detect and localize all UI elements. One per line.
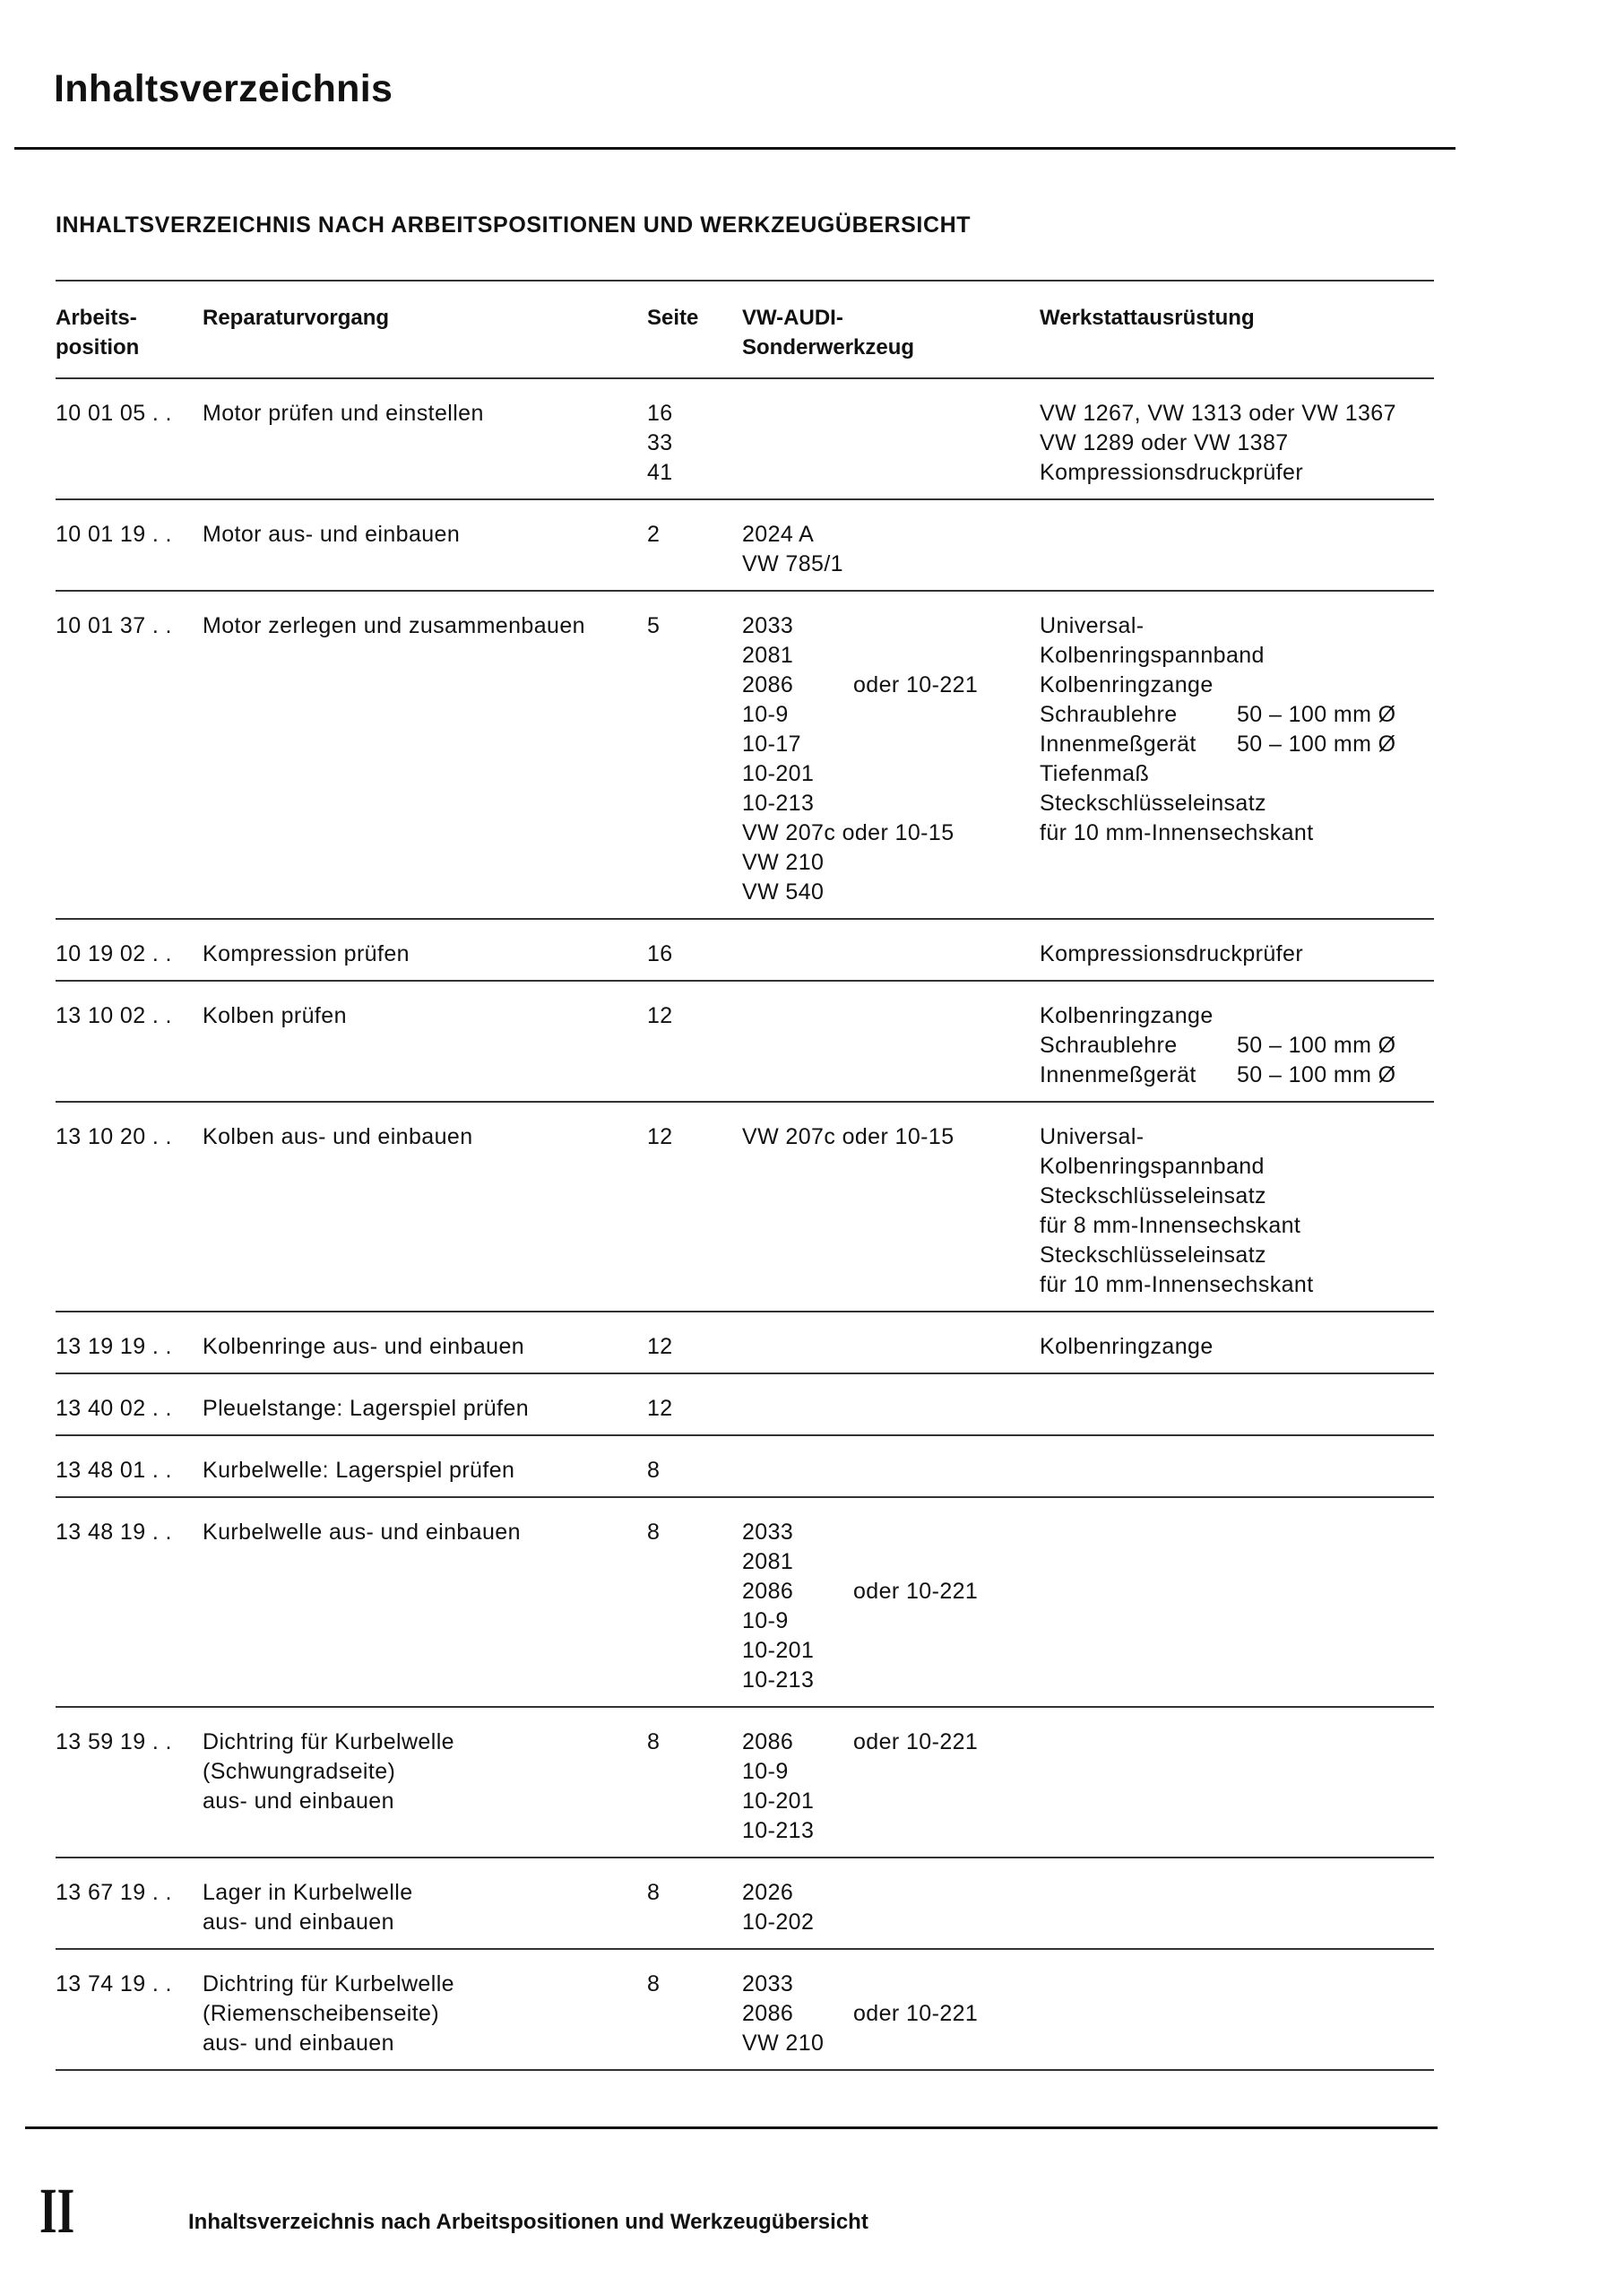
equipment-line	[1040, 759, 1434, 789]
equipment-item: Schraublehre	[1040, 702, 1178, 727]
equipment-item: Kolbenringzange	[1040, 1003, 1214, 1028]
equipment-line	[1040, 641, 1434, 671]
page-ref: 2	[647, 522, 661, 547]
equipment-line	[1040, 1152, 1434, 1182]
special-tool-line	[742, 1970, 1047, 1999]
special-tool: 2081	[742, 643, 794, 668]
equipment-cell	[1040, 399, 1434, 488]
page-ref: 12	[647, 1396, 673, 1421]
special-tool: 2033	[742, 613, 794, 638]
special-tool-line	[742, 1878, 1047, 1908]
repair-line: (Schwungradseite)	[203, 1759, 396, 1784]
table-row	[56, 920, 1434, 982]
equipment-range: 50 – 100 mm Ø	[1237, 1062, 1396, 1087]
equipment-item: Innenmeßgerät	[1040, 732, 1196, 757]
special-tool: 2033	[742, 1971, 794, 1996]
equipment-item: Steckschlüsseleinsatz	[1040, 1243, 1266, 1268]
special-tool: 2033	[742, 1520, 794, 1545]
special-tool-line	[742, 759, 1047, 789]
repair-cell	[203, 1970, 687, 2058]
page-number: II	[39, 2175, 75, 2247]
equipment-line	[1040, 1001, 1434, 1031]
special-tool-line	[742, 1757, 1047, 1787]
repair-line: aus- und einbauen	[203, 2031, 394, 2056]
special-tool-line	[742, 1518, 1047, 1547]
equipment-line	[1040, 1332, 1434, 1362]
special-tool: 10-9	[742, 1608, 789, 1633]
header-divider	[14, 147, 1456, 150]
page-ref: 12	[647, 1003, 673, 1028]
work-position-cell	[56, 520, 199, 550]
work-position: 13 48 19 . .	[56, 1520, 172, 1545]
equipment-item: für 10 mm-Innensechskant	[1040, 1272, 1314, 1297]
special-tool-cell	[742, 1728, 1047, 1846]
page-cell	[647, 1001, 728, 1031]
work-position: 13 40 02 . .	[56, 1396, 172, 1421]
special-tool: 2024 A	[742, 522, 815, 547]
equipment-line	[1040, 1241, 1434, 1270]
repair-cell	[203, 1518, 687, 1547]
special-tool-cell	[742, 1970, 1047, 2058]
special-tool-cell	[742, 1122, 1047, 1152]
equipment-item: für 8 mm-Innensechskant	[1040, 1213, 1301, 1238]
work-position-cell	[56, 1518, 199, 1547]
repair-line: Kompression prüfen	[203, 941, 410, 966]
work-position-cell	[56, 1332, 199, 1362]
special-tool: VW 785/1	[742, 551, 843, 576]
equipment-item: VW 1267, VW 1313 oder VW 1367	[1040, 401, 1396, 426]
page-cell	[647, 1878, 728, 1908]
page-ref: 41	[647, 460, 673, 485]
special-tool-line	[742, 1728, 1047, 1757]
page-cell	[647, 1394, 728, 1424]
special-tool: 10-201	[742, 1788, 815, 1814]
equipment-line	[1040, 399, 1434, 429]
page-cell	[647, 611, 728, 641]
repair-line: aus- und einbauen	[203, 1788, 394, 1814]
equipment-line	[1040, 671, 1434, 700]
equipment-line	[1040, 730, 1434, 759]
page-title: Inhaltsverzeichnis	[54, 67, 393, 110]
work-position: 13 10 20 . .	[56, 1124, 172, 1149]
header-tool-line: Sonderwerkzeug	[742, 335, 915, 359]
equipment-line	[1040, 940, 1434, 969]
special-tool-line	[742, 1577, 1047, 1606]
repair-line: Dichtring für Kurbelwelle	[203, 1729, 454, 1754]
table-row	[56, 1858, 1434, 1950]
header-position-line: Arbeits-	[56, 306, 137, 330]
repair-cell	[203, 1728, 687, 1816]
work-position-cell	[56, 1001, 199, 1031]
page-ref: 12	[647, 1124, 673, 1149]
equipment-range: 50 – 100 mm Ø	[1237, 1033, 1396, 1058]
equipment-line	[1040, 700, 1434, 730]
equipment-cell	[1040, 1332, 1434, 1362]
equipment-line	[1040, 1031, 1434, 1061]
special-tool: 2081	[742, 1549, 794, 1574]
page-ref: 33	[647, 430, 673, 455]
work-position-cell	[56, 611, 199, 641]
special-tool-line	[742, 1787, 1047, 1816]
equipment-cell	[1040, 611, 1434, 848]
repair-line: Motor zerlegen und zusammenbauen	[203, 613, 585, 638]
special-tool: 2026	[742, 1880, 794, 1905]
special-tool: 10-9	[742, 702, 789, 727]
special-tool-line	[742, 1999, 1047, 2029]
special-tool: VW 210	[742, 850, 825, 875]
header-special-tool	[742, 303, 1047, 362]
special-tool-line	[742, 550, 1047, 579]
page-ref: 8	[647, 1729, 661, 1754]
equipment-item: Steckschlüsseleinsatz	[1040, 1183, 1266, 1208]
table-row	[56, 982, 1434, 1103]
special-tool: VW 540	[742, 879, 825, 905]
equipment-item: Schraublehre	[1040, 1033, 1178, 1058]
page-cell	[647, 1518, 728, 1547]
page-cell	[647, 940, 728, 969]
equipment-line	[1040, 1211, 1434, 1241]
special-tool-line	[742, 1547, 1047, 1577]
header-position	[56, 303, 199, 362]
table-row	[56, 1103, 1434, 1312]
repair-line: Kolbenringe aus- und einbauen	[203, 1334, 525, 1359]
table-header-row	[56, 280, 1434, 379]
special-tool-line	[742, 848, 1047, 878]
page-cell	[647, 1332, 728, 1362]
page-cell	[647, 399, 728, 488]
special-tool-line	[742, 671, 1047, 700]
repair-cell	[203, 1456, 687, 1485]
table-row	[56, 500, 1434, 592]
equipment-item: Universal-	[1040, 613, 1145, 638]
special-tool-line	[742, 1666, 1047, 1695]
equipment-line	[1040, 818, 1434, 848]
equipment-range: 50 – 100 mm Ø	[1237, 732, 1396, 757]
repair-line: (Riemenscheibenseite)	[203, 2001, 440, 2026]
header-page-label: Seite	[647, 306, 699, 330]
special-tool-line	[742, 1816, 1047, 1846]
equipment-range: 50 – 100 mm Ø	[1237, 702, 1396, 727]
work-position: 13 74 19 . .	[56, 1971, 172, 1996]
equipment-item: VW 1289 oder VW 1387	[1040, 430, 1289, 455]
special-tool: 2086	[742, 1729, 794, 1754]
page-cell	[647, 1970, 728, 1999]
special-tool-line	[742, 700, 1047, 730]
special-tool-line	[742, 878, 1047, 907]
page-ref: 8	[647, 1458, 661, 1483]
special-tool-line	[742, 1908, 1047, 1937]
special-tool: 10-201	[742, 1638, 815, 1663]
repair-line: Kolben aus- und einbauen	[203, 1124, 473, 1149]
work-position-cell	[56, 1456, 199, 1485]
special-tool-cell	[742, 1878, 1047, 1937]
work-position: 13 67 19 . .	[56, 1880, 172, 1905]
page-cell	[647, 520, 728, 550]
repair-cell	[203, 520, 687, 550]
page-ref: 8	[647, 1880, 661, 1905]
special-tool: VW 207c oder 10-15	[742, 820, 955, 845]
repair-line: Lager in Kurbelwelle	[203, 1880, 413, 1905]
work-position: 13 19 19 . .	[56, 1334, 172, 1359]
special-tool: 10-213	[742, 791, 815, 816]
work-position-table	[56, 280, 1434, 2071]
equipment-item: Kolbenringspannband	[1040, 643, 1265, 668]
header-repair	[203, 303, 687, 333]
special-tool: 10-202	[742, 1910, 815, 1935]
work-position-cell	[56, 1394, 199, 1424]
special-tool-alternative: oder 10-221	[853, 2001, 979, 2026]
equipment-item: Steckschlüsseleinsatz	[1040, 791, 1266, 816]
work-position: 10 01 19 . .	[56, 522, 172, 547]
special-tool: 2086	[742, 2001, 794, 2026]
repair-line: Motor aus- und einbauen	[203, 522, 461, 547]
special-tool-line	[742, 1122, 1047, 1152]
work-position-cell	[56, 399, 199, 429]
special-tool-line	[742, 1606, 1047, 1636]
repair-cell	[203, 940, 687, 969]
work-position-cell	[56, 1728, 199, 1757]
repair-cell	[203, 1394, 687, 1424]
special-tool: 10-9	[742, 1759, 789, 1784]
equipment-item: Kolbenringzange	[1040, 672, 1214, 697]
footer-title: Inhaltsverzeichnis nach Arbeitspositionen und Werkzeugübersicht	[188, 2210, 868, 2234]
equipment-line	[1040, 1182, 1434, 1211]
footer-divider	[25, 2126, 1438, 2129]
equipment-line	[1040, 611, 1434, 641]
repair-line: Kurbelwelle aus- und einbauen	[203, 1520, 521, 1545]
header-equipment-label: Werkstattausrüstung	[1040, 306, 1255, 330]
work-position: 10 01 37 . .	[56, 613, 172, 638]
page-ref: 16	[647, 941, 673, 966]
repair-line: Motor prüfen und einstellen	[203, 401, 484, 426]
equipment-line	[1040, 789, 1434, 818]
header-tool-line: VW-AUDI-	[742, 306, 843, 330]
special-tool-line	[742, 520, 1047, 550]
table-row	[56, 1374, 1434, 1436]
equipment-line	[1040, 1270, 1434, 1300]
special-tool-alternative: oder 10-221	[853, 672, 979, 697]
header-equipment	[1040, 303, 1434, 333]
header-repair-label: Reparaturvorgang	[203, 306, 390, 330]
work-position-cell	[56, 940, 199, 969]
special-tool-line	[742, 1636, 1047, 1666]
equipment-cell	[1040, 1001, 1434, 1090]
special-tool-cell	[742, 520, 1047, 579]
special-tool-line	[742, 818, 1047, 848]
repair-cell	[203, 611, 687, 641]
table-row	[56, 1950, 1434, 2071]
work-position-cell	[56, 1970, 199, 1999]
equipment-line	[1040, 429, 1434, 458]
equipment-line	[1040, 1122, 1434, 1152]
special-tool-line	[742, 2029, 1047, 2058]
equipment-item: Kompressionsdruckprüfer	[1040, 460, 1304, 485]
page-cell	[647, 1728, 728, 1757]
special-tool: 10-201	[742, 761, 815, 786]
work-position: 13 59 19 . .	[56, 1729, 172, 1754]
repair-line: Pleuelstange: Lagerspiel prüfen	[203, 1396, 530, 1421]
table-row	[56, 592, 1434, 920]
page-ref: 16	[647, 401, 673, 426]
page-ref: 12	[647, 1334, 673, 1359]
header-page	[647, 303, 728, 333]
table-row	[56, 379, 1434, 500]
special-tool-cell	[742, 611, 1047, 907]
table-row	[56, 1312, 1434, 1374]
repair-line: aus- und einbauen	[203, 1910, 394, 1935]
table-row	[56, 1436, 1434, 1498]
equipment-line	[1040, 458, 1434, 488]
equipment-item: Innenmeßgerät	[1040, 1062, 1196, 1087]
section-subtitle: INHALTSVERZEICHNIS NACH ARBEITSPOSITIONEN UND WERKZEUGÜBERSICHT	[56, 212, 972, 238]
equipment-item: Kolbenringzange	[1040, 1334, 1214, 1359]
special-tool-cell	[742, 1518, 1047, 1695]
equipment-item: für 10 mm-Innensechskant	[1040, 820, 1314, 845]
special-tool-line	[742, 641, 1047, 671]
special-tool-line	[742, 789, 1047, 818]
special-tool: 2086	[742, 1579, 794, 1604]
special-tool: VW 210	[742, 2031, 825, 2056]
page-cell	[647, 1456, 728, 1485]
equipment-cell	[1040, 1122, 1434, 1300]
table-row	[56, 1708, 1434, 1858]
special-tool-line	[742, 730, 1047, 759]
special-tool: VW 207c oder 10-15	[742, 1124, 955, 1149]
special-tool-alternative: oder 10-221	[853, 1579, 979, 1604]
equipment-item: Kompressionsdruckprüfer	[1040, 941, 1304, 966]
table-body	[56, 379, 1434, 2071]
work-position: 13 48 01 . .	[56, 1458, 172, 1483]
equipment-item: Kolbenringspannband	[1040, 1154, 1265, 1179]
repair-cell	[203, 1878, 687, 1937]
special-tool-line	[742, 611, 1047, 641]
special-tool-alternative: oder 10-221	[853, 1729, 979, 1754]
special-tool: 10-213	[742, 1818, 815, 1843]
table-row	[56, 1498, 1434, 1708]
work-position: 10 19 02 . .	[56, 941, 172, 966]
repair-line: Kurbelwelle: Lagerspiel prüfen	[203, 1458, 515, 1483]
repair-cell	[203, 399, 687, 429]
work-position: 13 10 02 . .	[56, 1003, 172, 1028]
header-position-line: position	[56, 335, 140, 359]
page-cell	[647, 1122, 728, 1152]
equipment-cell	[1040, 940, 1434, 969]
special-tool: 10-17	[742, 732, 801, 757]
repair-cell	[203, 1332, 687, 1362]
special-tool: 2086	[742, 672, 794, 697]
special-tool: 10-213	[742, 1667, 815, 1693]
work-position-cell	[56, 1878, 199, 1908]
repair-line: Kolben prüfen	[203, 1003, 347, 1028]
page-ref: 5	[647, 613, 661, 638]
equipment-item: Universal-	[1040, 1124, 1145, 1149]
equipment-item: Tiefenmaß	[1040, 761, 1150, 786]
repair-line: Dichtring für Kurbelwelle	[203, 1971, 454, 1996]
repair-cell	[203, 1122, 687, 1152]
page-ref: 8	[647, 1971, 661, 1996]
page-ref: 8	[647, 1520, 661, 1545]
repair-cell	[203, 1001, 687, 1031]
work-position-cell	[56, 1122, 199, 1152]
equipment-line	[1040, 1061, 1434, 1090]
work-position: 10 01 05 . .	[56, 401, 172, 426]
